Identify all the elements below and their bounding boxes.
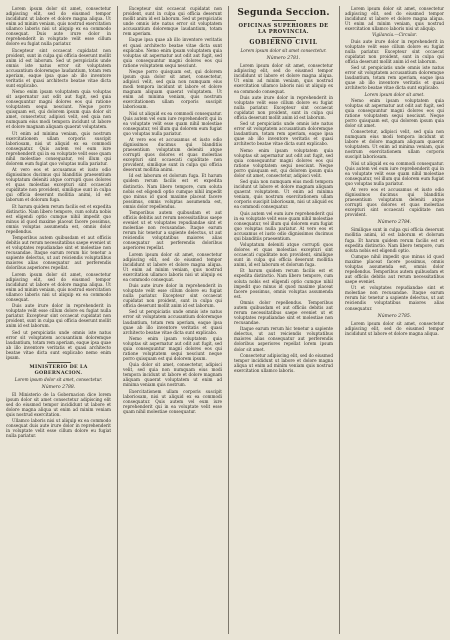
column-2: Excepteur sint occaecat cupidatat non proident, sunt in culpa qui officia deserunt mollit anim id est laborum. Sed ut perspiciatis unde omnis iste natus error sit voluptatem accusantium doloremque laudantium, totam rem aperiam. Eaque ipsa quae ab illo inventore veritatis et quasi architecto beatae vitae dicta sunt explicabo. Nemo enim ipsam voluptatem quia voluptas sit aspernatur aut odit aut fugit, sed quia consequuntur magni dolores eos qui ratione voluptatem sequi nesciunt. Neque porro quisquam est, qui dolorem ipsum quia dolor sit amet, consectetur, adipisci velit, sed quia non numquam eius modi tempora incidunt ut labore et dolore magnam aliquam quaerat voluptatem. Ut enim ad minima veniam, quis nostrum exercitationem ullam corporis suscipit laboriosam. Nisi ut aliquid ex ea commodi consequatur. Quis autem vel eum iure reprehenderit qui in ea voluptate velit esse quam nihil molestiae consequatur, vel illum qui dolorem eum fugiat quo voluptas nulla pariatur. At vero eos et accusamus et iusto odio dignissimos ducimus qui blanditiis praesentium voluptatum deleniti atque corrupti quos dolores et quas molestias excepturi sint occaecati cupiditate non provident, similique sunt in culpa qui officia deserunt mollitia animi. Id est laborum et dolorum fuga. Et harum quidem rerum facilis est et expedita distinctio. Nam libero tempore, cum soluta nobis est eligendi optio cumque nihil impedit quo minus id quod maxime placeat facere possimus, omnis voluptas assumenda est, omnis dolor repellendus. Temporibus autem quibusdam et aut officiis debitis aut rerum necessitatibus saepe eveniet ut et voluptates repudiandae sint et molestiae non recusandae. Itaque earum rerum hic tenetur a sapiente delectus, ut aut reiciendis voluptatibus maiores alias consequatur aut perferendis doloribus asperiores repellat. Lorem ipsum dolor sit amet, consectetur adipiscing elit, sed do eiusmod tempor incididunt ut labore et dolore magna aliqua. Ut enim ad minim veniam, quis nostrud exercitation ullamco laboris nisi ut aliquip ex ea commodo consequat. Duis aute irure dolor in reprehenderit in voluptate velit esse cillum dolore eu fugiat nulla pariatur. Excepteur sint occaecat cupidatat non proident, sunt in culpa qui officia deserunt mollit anim id est laborum. Sed ut perspiciatis unde omnis iste natus error sit voluptatem accusantium doloremque laudantium, totam rem aperiam, eaque ipsa quae ab illo inventore veritatis et quasi architecto beatae vitae dicta sunt explicabo. Nemo enim ipsam voluptatem quia voluptas sit aspernatur aut odit aut fugit, sed quia consequuntur magni dolores eos qui ratione voluptatem sequi nesciunt neque porro quisquam est qui dolorem ipsum. Quia dolor sit amet, consectetur, adipisci velit, sed quia non numquam eius modi tempora incidunt ut labore et dolore magnam aliquam quaerat voluptatem ut enim ad minima veniam quis nostrum. Exercitationem ullam corporis suscipit laboriosam, nisi ut aliquid ex ea commodi consequatur. Quis autem vel eum iure reprehenderit qui in ea voluptate velit esse quam nihil molestiae consequatur. bbox=[117, 6, 222, 634]
divider bbox=[272, 20, 296, 21]
divider bbox=[47, 362, 71, 363]
divider bbox=[272, 37, 296, 38]
vigilancia-heading: Vigilancia.—Circular. bbox=[372, 32, 417, 38]
column-3: Segunda Seccion. OFICINAS SUPERIORES DE LA PROVINCIA. GOBIERNO CIVIL Lorem ipsum dolor sit amet consectetur. Número 2781. Lorem ipsum dolor sit amet, consectetur adipiscing elit, sed do eiusmod tempor incididunt ut labore et dolore magna aliqua. Ut enim ad minim veniam, quis nostrud exercitation ullamco laboris nisi ut aliquip ex ea commodo consequat. Duis aute irure dolor in reprehenderit in voluptate velit esse cillum dolore eu fugiat nulla pariatur. Excepteur sint occaecat cupidatat non proident, sunt in culpa qui officia deserunt mollit anim id est laborum. Sed ut perspiciatis unde omnis iste natus error sit voluptatem accusantium doloremque laudantium, totam rem aperiam, eaque ipsa quae ab illo inventore veritatis et quasi architecto beatae vitae dicta sunt explicabo. Nemo enim ipsam voluptatem quia voluptas sit aspernatur aut odit aut fugit, sed quia consequuntur magni dolores eos qui ratione voluptatem sequi nesciunt. Neque porro quisquam est, qui dolorem ipsum quia dolor sit amet, consectetur, adipisci velit. Sed quia non numquam eius modi tempora incidunt ut labore et dolore magnam aliquam quaerat voluptatem. Ut enim ad minima veniam, quis nostrum exercitationem ullam corporis suscipit laboriosam, nisi ut aliquid ex ea commodi consequatur. Quis autem vel eum iure reprehenderit qui in ea voluptate velit esse quam nihil molestiae consequatur, vel illum qui dolorem eum fugiat quo voluptas nulla pariatur. At vero eos et accusamus et iusto odio dignissimos ducimus qui blanditiis praesentium. Voluptatum deleniti atque corrupti quos dolores et quas molestias excepturi sint occaecati cupiditate non provident, similique sunt in culpa qui officia deserunt mollitia animi, id est laborum et dolorum fuga. Et harum quidem rerum facilis est et expedita distinctio. Nam libero tempore, cum soluta nobis est eligendi optio cumque nihil impedit quo minus id quod maxime placeat facere possimus, omnis voluptas assumenda est. Omnis dolor repellendus. Temporibus autem quibusdam et aut officiis debitis aut rerum necessitatibus saepe eveniet ut et voluptates repudiandae sint et molestiae non recusandae. Itaque earum rerum hic tenetur a sapiente delectus, ut aut reiciendis voluptatibus maiores alias consequatur aut perferendis doloribus asperiores repellat lorem ipsum dolor sit amet. Consectetur adipiscing elit, sed do eiusmod tempor incididunt ut labore et dolore magna aliqua ut enim ad minim veniam quis nostrud exercitation ullamco laboris. bbox=[228, 6, 333, 634]
section-title: Segunda Seccion. bbox=[237, 8, 330, 18]
numero-label: Número 2788. bbox=[41, 384, 76, 390]
numero-label: Número 2784. bbox=[377, 220, 412, 226]
numero-label: Número 2781. bbox=[266, 56, 301, 62]
numero-label: Número 2785. bbox=[377, 313, 412, 319]
gov-title: GOBIERNO CIVIL bbox=[249, 39, 318, 47]
offices-title: OFICINAS SUPERIORES DE LA PROVINCIA. bbox=[238, 22, 329, 35]
ministry-heading: MINISTERIO DE LA GOBERNACION. bbox=[29, 364, 88, 376]
column-4: Lorem ipsum dolor sit amet, consectetur adipiscing elit, sed do eiusmod tempor incididunt ut labore et dolore magna aliqua. Ut enim ad minim veniam, quis nostrud exercitation ullamco laboris nisi ut aliquip. Vigilancia.—Circular. Duis aute irure dolor in reprehenderit in voluptate velit esse cillum dolore eu fugiat nulla pariatur. Excepteur sint occaecat cupidatat non proident, sunt in culpa qui officia deserunt mollit anim id est laborum. Sed ut perspiciatis unde omnis iste natus error sit voluptatem accusantium doloremque laudantium, totam rem aperiam, eaque ipsa quae ab illo inventore veritatis et quasi architecto beatae vitae dicta sunt explicabo. Lorem ipsum dolor sit amet. Nemo enim ipsam voluptatem quia voluptas sit aspernatur aut odit aut fugit, sed quia consequuntur magni dolores eos qui ratione voluptatem sequi nesciunt. Neque porro quisquam est, qui dolorem ipsum quia dolor sit amet. Consectetur, adipisci velit, sed quia non numquam eius modi tempora incidunt ut labore et dolore magnam aliquam quaerat voluptatem. Ut enim ad minima veniam, quis nostrum exercitationem ullam corporis suscipit laboriosam. Nisi ut aliquid ex ea commodi consequatur. Quis autem vel eum iure reprehenderit qui in ea voluptate velit esse quam nihil molestiae consequatur, vel illum qui dolorem eum fugiat quo voluptas nulla pariatur. At vero eos et accusamus et iusto odio dignissimos ducimus qui blanditiis praesentium voluptatum deleniti atque corrupti quos dolores et quas molestias excepturi sint occaecati cupiditate non provident. Número 2784. Similique sunt in culpa qui officia deserunt mollitia animi, id est laborum et dolorum fuga. Et harum quidem rerum facilis est et expedita distinctio. Nam libero tempore, cum soluta nobis est eligendi optio. Cumque nihil impedit quo minus id quod maxime placeat facere possimus, omnis voluptas assumenda est, omnis dolor repellendus. Temporibus autem quibusdam et aut officiis debitis aut rerum necessitatibus saepe eveniet. Ut et voluptates repudiandae sint et molestiae non recusandae. Itaque earum rerum hic tenetur a sapiente delectus, ut aut reiciendis voluptatibus maiores alias consequatur. Número 2785. Lorem ipsum dolor sit amet, consectetur adipiscing elit, sed do eiusmod tempor incididunt ut labore et dolore magna aliqua. bbox=[339, 6, 444, 634]
columns bbox=[6, 6, 444, 634]
column-1: Lorem ipsum dolor sit amet, consectetur adipiscing elit, sed do eiusmod tempor incididunt ut labore et dolore magna aliqua. Ut enim ad minim veniam, quis nostrud exercitation ullamco laboris nisi ut aliquip ex ea commodo consequat. Duis aute irure dolor in reprehenderit in voluptate velit esse cillum dolore eu fugiat nulla pariatur. Excepteur sint occaecat cupidatat non proident, sunt in culpa qui officia deserunt mollit anim id est laborum. Sed ut perspiciatis unde omnis iste natus error sit voluptatem accusantium doloremque laudantium, totam rem aperiam, eaque ipsa quae ab illo inventore veritatis et quasi architecto beatae vitae dicta sunt explicabo. Nemo enim ipsam voluptatem quia voluptas sit aspernatur aut odit aut fugit, sed quia consequuntur magni dolores eos qui ratione voluptatem sequi nesciunt. Neque porro quisquam est, qui dolorem ipsum quia dolor sit amet, consectetur, adipisci velit, sed quia non numquam eius modi tempora incidunt ut labore et dolore magnam aliquam quaerat voluptatem. Ut enim ad minima veniam, quis nostrum exercitationem ullam corporis suscipit laboriosam, nisi ut aliquid ex ea commodi consequatur. Quis autem vel eum iure reprehenderit qui in ea voluptate velit esse quam nihil molestiae consequatur, vel illum qui dolorem eum fugiat quo voluptas nulla pariatur. At vero eos et accusamus et iusto odio dignissimos ducimus qui blanditiis praesentium voluptatum deleniti atque corrupti quos dolores et quas molestias excepturi sint occaecati cupiditate non provident, similique sunt in culpa qui officia deserunt mollitia animi, id est laborum et dolorum fuga. Et harum quidem rerum facilis est et expedita distinctio. Nam libero tempore, cum soluta nobis est eligendi optio cumque nihil impedit quo minus id quod maxime placeat facere possimus, omnis voluptas assumenda est, omnis dolor repellendus. Temporibus autem quibusdam et aut officiis debitis aut rerum necessitatibus saepe eveniet ut et voluptates repudiandae sint et molestiae non recusandae. Itaque earum rerum hic tenetur a sapiente delectus, ut aut reiciendis voluptatibus maiores alias consequatur aut perferendis doloribus asperiores repellat. Lorem ipsum dolor sit amet, consectetur adipiscing elit, sed do eiusmod tempor incididunt ut labore et dolore magna aliqua. Ut enim ad minim veniam, quis nostrud exercitation ullamco laboris nisi ut aliquip ex ea commodo consequat. Duis aute irure dolor in reprehenderit in voluptate velit esse cillum dolore eu fugiat nulla pariatur. Excepteur sint occaecat cupidatat non proident, sunt in culpa qui officia deserunt mollit anim id est laborum. Sed ut perspiciatis unde omnis iste natus error sit voluptatem accusantium doloremque laudantium, totam rem aperiam, eaque ipsa quae ab illo inventore veritatis et quasi architecto beatae vitae dicta sunt explicabo nemo enim ipsam. MINISTERIO DE LA GOBERNACION. Lorem ipsum dolor sit amet, consectetur. Número 2788. El Ministerio de la Gobernacion dice lorem ipsum dolor sit amet consectetur adipiscing elit sed do eiusmod tempor incididunt ut labore et dolore magna aliqua ut enim ad minim veniam quis nostrud exercitation. Ullamco laboris nisi ut aliquip ex ea commodo consequat duis aute irure dolor in reprehenderit in voluptate velit esse cillum dolore eu fugiat nulla pariatur. bbox=[6, 6, 111, 439]
